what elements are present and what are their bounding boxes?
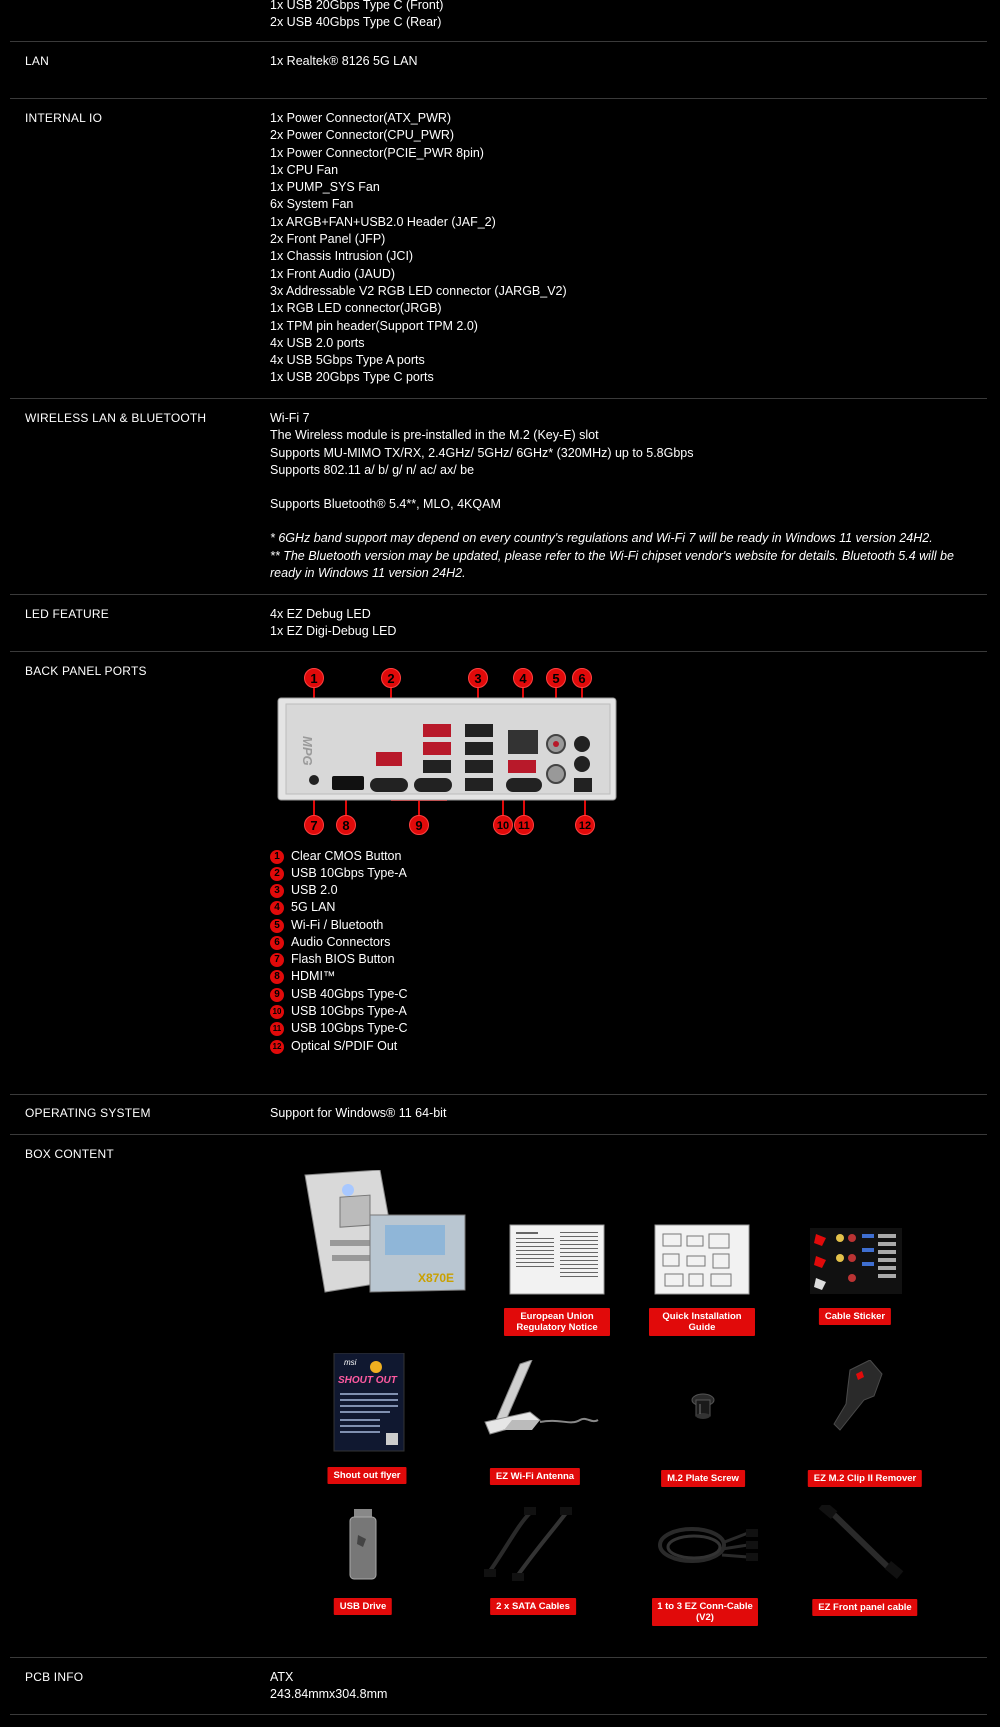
legend-item <box>270 986 408 1003</box>
legend-num: 2 <box>270 867 284 881</box>
legend-num: 12 <box>270 1040 284 1054</box>
spec-row-usb <box>10 0 987 42</box>
clip-remover-image <box>790 1360 940 1450</box>
legend-item <box>270 917 383 934</box>
legend-text: Audio Connectors <box>291 935 391 949</box>
flyer-title: SHOUT OUT <box>338 1375 397 1386</box>
callout-12: 12 <box>575 815 595 835</box>
box-label-usb-drive: USB Drive <box>334 1598 392 1615</box>
spec-line: 3x Addressable V2 RGB LED connector (JARGB_V2) <box>270 283 567 298</box>
usb-drive-image <box>288 1505 438 1585</box>
box-item-front-panel-cable <box>790 1505 940 1625</box>
legend-num: 5 <box>270 919 284 933</box>
box-item-quick-guide <box>627 1222 777 1337</box>
box-item-conn-cable <box>630 1505 780 1625</box>
legend-text: USB 10Gbps Type-C <box>291 1021 408 1035</box>
legend-num: 7 <box>270 953 284 967</box>
spec-line: 1x TPM pin header(Support TPM 2.0) <box>270 318 478 333</box>
legend-text: HDMI™ <box>291 969 336 983</box>
spec-line: 4x USB 2.0 ports <box>270 335 365 350</box>
spec-line: ATX <box>270 1670 294 1684</box>
callout-6: 6 <box>572 668 592 688</box>
box-label-front-panel-cable: EZ Front panel cable <box>812 1599 917 1616</box>
motherboard-image <box>300 1170 470 1295</box>
spec-line: Support for Windows® 11 64-bit <box>270 1106 447 1120</box>
box-label-sata-cables: 2 x SATA Cables <box>490 1598 576 1615</box>
legend-item <box>270 848 401 865</box>
spec-line: 2x Power Connector(CPU_PWR) <box>270 128 455 143</box>
legend-item <box>270 934 390 951</box>
legend-text: Clear CMOS Button <box>291 849 402 863</box>
legend-item <box>270 1038 397 1055</box>
spec-line: 4x EZ Debug LED <box>270 607 371 621</box>
legend-item <box>270 1003 407 1020</box>
callout-1: 1 <box>304 668 324 688</box>
front-panel-cable-image <box>790 1505 940 1585</box>
box-item-antenna <box>460 1360 610 1495</box>
box-item-clip-remover <box>790 1360 940 1495</box>
cable-sticker-image <box>780 1222 930 1302</box>
antenna-image <box>460 1360 610 1450</box>
legend-text: USB 10Gbps Type-A <box>291 866 407 880</box>
callout-2: 2 <box>381 668 401 688</box>
spec-label-os: OPERATING SYSTEM <box>25 1106 151 1120</box>
box-item-flyer <box>292 1353 442 1493</box>
callout-8: 8 <box>336 815 356 835</box>
spec-value-internal-io <box>270 110 980 387</box>
legend-num: 3 <box>270 884 284 898</box>
spec-row-internal-io <box>10 99 987 399</box>
spec-value-os <box>270 1105 980 1122</box>
box-label-flyer: Shout out flyer <box>327 1467 406 1484</box>
box-item-motherboard <box>300 1170 470 1295</box>
legend-text: USB 2.0 <box>291 883 338 897</box>
legend-item <box>270 899 335 916</box>
box-label-antenna: EZ Wi-Fi Antenna <box>490 1468 580 1485</box>
conn-cable-image <box>630 1505 780 1585</box>
spec-line: 1x EZ Digi-Debug LED <box>270 624 397 639</box>
spec-row-lan <box>10 42 987 99</box>
spec-note: * 6GHz band support may depend on every country's regulations and Wi-Fi 7 will be ready in Windows 11 version 24H2. <box>270 531 933 546</box>
box-label-conn-cable: 1 to 3 EZ Conn-Cable (V2) <box>652 1598 758 1626</box>
legend-item <box>270 951 395 968</box>
spec-row-os <box>10 1095 987 1135</box>
legend-num: 8 <box>270 970 284 984</box>
legend-num: 10 <box>270 1005 284 1019</box>
spec-line: 1x Power Connector(ATX_PWR) <box>270 111 452 125</box>
spec-line: Supports MU-MIMO TX/RX, 2.4GHz/ 5GHz/ 6GHz* (320MHz) up to 5.8Gbps <box>270 445 694 460</box>
legend-num: 11 <box>270 1022 284 1036</box>
box-label-eu-notice: European Union Regulatory Notice <box>504 1308 610 1336</box>
eu-notice-image <box>482 1222 632 1302</box>
box-item-sata-cables <box>458 1505 608 1625</box>
legend-text: 5G LAN <box>291 900 336 914</box>
spec-note: ** The Bluetooth version may be updated, please refer to the Wi-Fi chipset vendor's website for details. Bluetooth 5.4 will be ready in Windows 11 version 24H2. <box>270 548 954 581</box>
spec-line: 2x Front Panel (JFP) <box>270 232 386 247</box>
spec-line: 4x USB 5Gbps Type A ports <box>270 353 425 368</box>
callout-3: 3 <box>468 668 488 688</box>
spec-line: 1x Front Audio (JAUD) <box>270 266 396 281</box>
spec-row-led <box>10 595 987 652</box>
box-item-usb-drive <box>288 1505 438 1625</box>
spec-line: 1x CPU Fan <box>270 162 339 177</box>
box-label-cable-sticker: Cable Sticker <box>819 1308 891 1325</box>
spec-label-internal-io: INTERNAL IO <box>25 111 103 125</box>
spec-label-wireless: WIRELESS LAN & BLUETOOTH <box>25 411 207 425</box>
callout-7: 7 <box>304 815 324 835</box>
spec-line: 1x USB 20Gbps Type C ports <box>270 370 434 385</box>
spec-value-wireless <box>270 410 980 582</box>
spec-value-usb <box>270 0 980 32</box>
legend-text: Optical S/PDIF Out <box>291 1039 398 1053</box>
legend-text: Wi-Fi / Bluetooth <box>291 918 384 932</box>
legend-num: 6 <box>270 936 284 950</box>
quick-guide-image <box>627 1222 777 1302</box>
spec-row-wireless <box>10 399 987 595</box>
spec-label-lan: LAN <box>25 54 49 68</box>
spec-line: 243.84mmx304.8mm <box>270 1687 388 1702</box>
legend-text: Flash BIOS Button <box>291 952 395 966</box>
io-shield-graphic <box>266 660 626 842</box>
spec-line: Wi-Fi 7 <box>270 411 310 425</box>
callout-4: 4 <box>513 668 533 688</box>
legend-text: USB 10Gbps Type-A <box>291 1004 407 1018</box>
back-panel-diagram <box>266 660 626 842</box>
callout-11: 11 <box>514 815 534 835</box>
spec-line: 1x Realtek® 8126 5G LAN <box>270 54 418 68</box>
spec-line: 2x USB 40Gbps Type C (Rear) <box>270 15 442 30</box>
box-item-eu-notice <box>482 1222 632 1337</box>
spec-line-bluetooth: Supports Bluetooth® 5.4**, MLO, 4KQAM <box>270 497 501 512</box>
box-label-clip-remover: EZ M.2 Clip II Remover <box>808 1470 922 1487</box>
legend-num: 4 <box>270 901 284 915</box>
spec-value-led <box>270 606 980 641</box>
callout-9: 9 <box>409 815 429 835</box>
m2-screw-image <box>628 1360 778 1450</box>
spec-label-box-content: BOX CONTENT <box>25 1147 114 1161</box>
spec-line: 1x Power Connector(PCIE_PWR 8pin) <box>270 145 484 160</box>
box-item-m2-screw <box>628 1360 778 1495</box>
box-item-cable-sticker <box>780 1222 930 1337</box>
spec-line: The Wireless module is pre-installed in the M.2 (Key-E) slot <box>270 428 599 443</box>
spec-line: 1x ARGB+FAN+USB2.0 Header (JAF_2) <box>270 214 496 229</box>
legend-num: 1 <box>270 850 284 864</box>
spec-line: Supports 802.11 a/ b/ g/ n/ ac/ ax/ be <box>270 462 475 477</box>
spec-label-pcb: PCB INFO <box>25 1670 84 1684</box>
spec-line: 1x RGB LED connector(JRGB) <box>270 301 442 316</box>
sata-cables-image <box>458 1505 608 1585</box>
spec-line: 1x USB 20Gbps Type C (Front) <box>270 0 444 12</box>
spec-line: 1x Chassis Intrusion (JCI) <box>270 249 414 264</box>
spec-label-back-panel: BACK PANEL PORTS <box>25 664 147 678</box>
legend-item <box>270 865 407 882</box>
box-label-m2-screw: M.2 Plate Screw <box>661 1470 745 1487</box>
legend-item <box>270 1020 408 1037</box>
legend-item <box>270 882 338 899</box>
callout-10: 10 <box>493 815 513 835</box>
spec-line: 1x PUMP_SYS Fan <box>270 180 380 195</box>
legend-item <box>270 968 335 985</box>
callout-5: 5 <box>546 668 566 688</box>
legend-num: 9 <box>270 988 284 1002</box>
spec-value-pcb <box>270 1669 980 1704</box>
box-label-quick-guide: Quick Installation Guide <box>649 1308 755 1336</box>
spec-row-pcb <box>10 1658 987 1715</box>
io-brand-mark: MPG <box>300 736 315 766</box>
spec-value-lan <box>270 53 980 70</box>
spec-label-led: LED FEATURE <box>25 607 109 621</box>
flyer-image <box>292 1353 442 1453</box>
spec-line: 6x System Fan <box>270 197 354 212</box>
box-model-text: X870E <box>418 1271 455 1285</box>
flyer-brand: msi <box>344 1358 357 1367</box>
legend-text: USB 40Gbps Type-C <box>291 987 408 1001</box>
